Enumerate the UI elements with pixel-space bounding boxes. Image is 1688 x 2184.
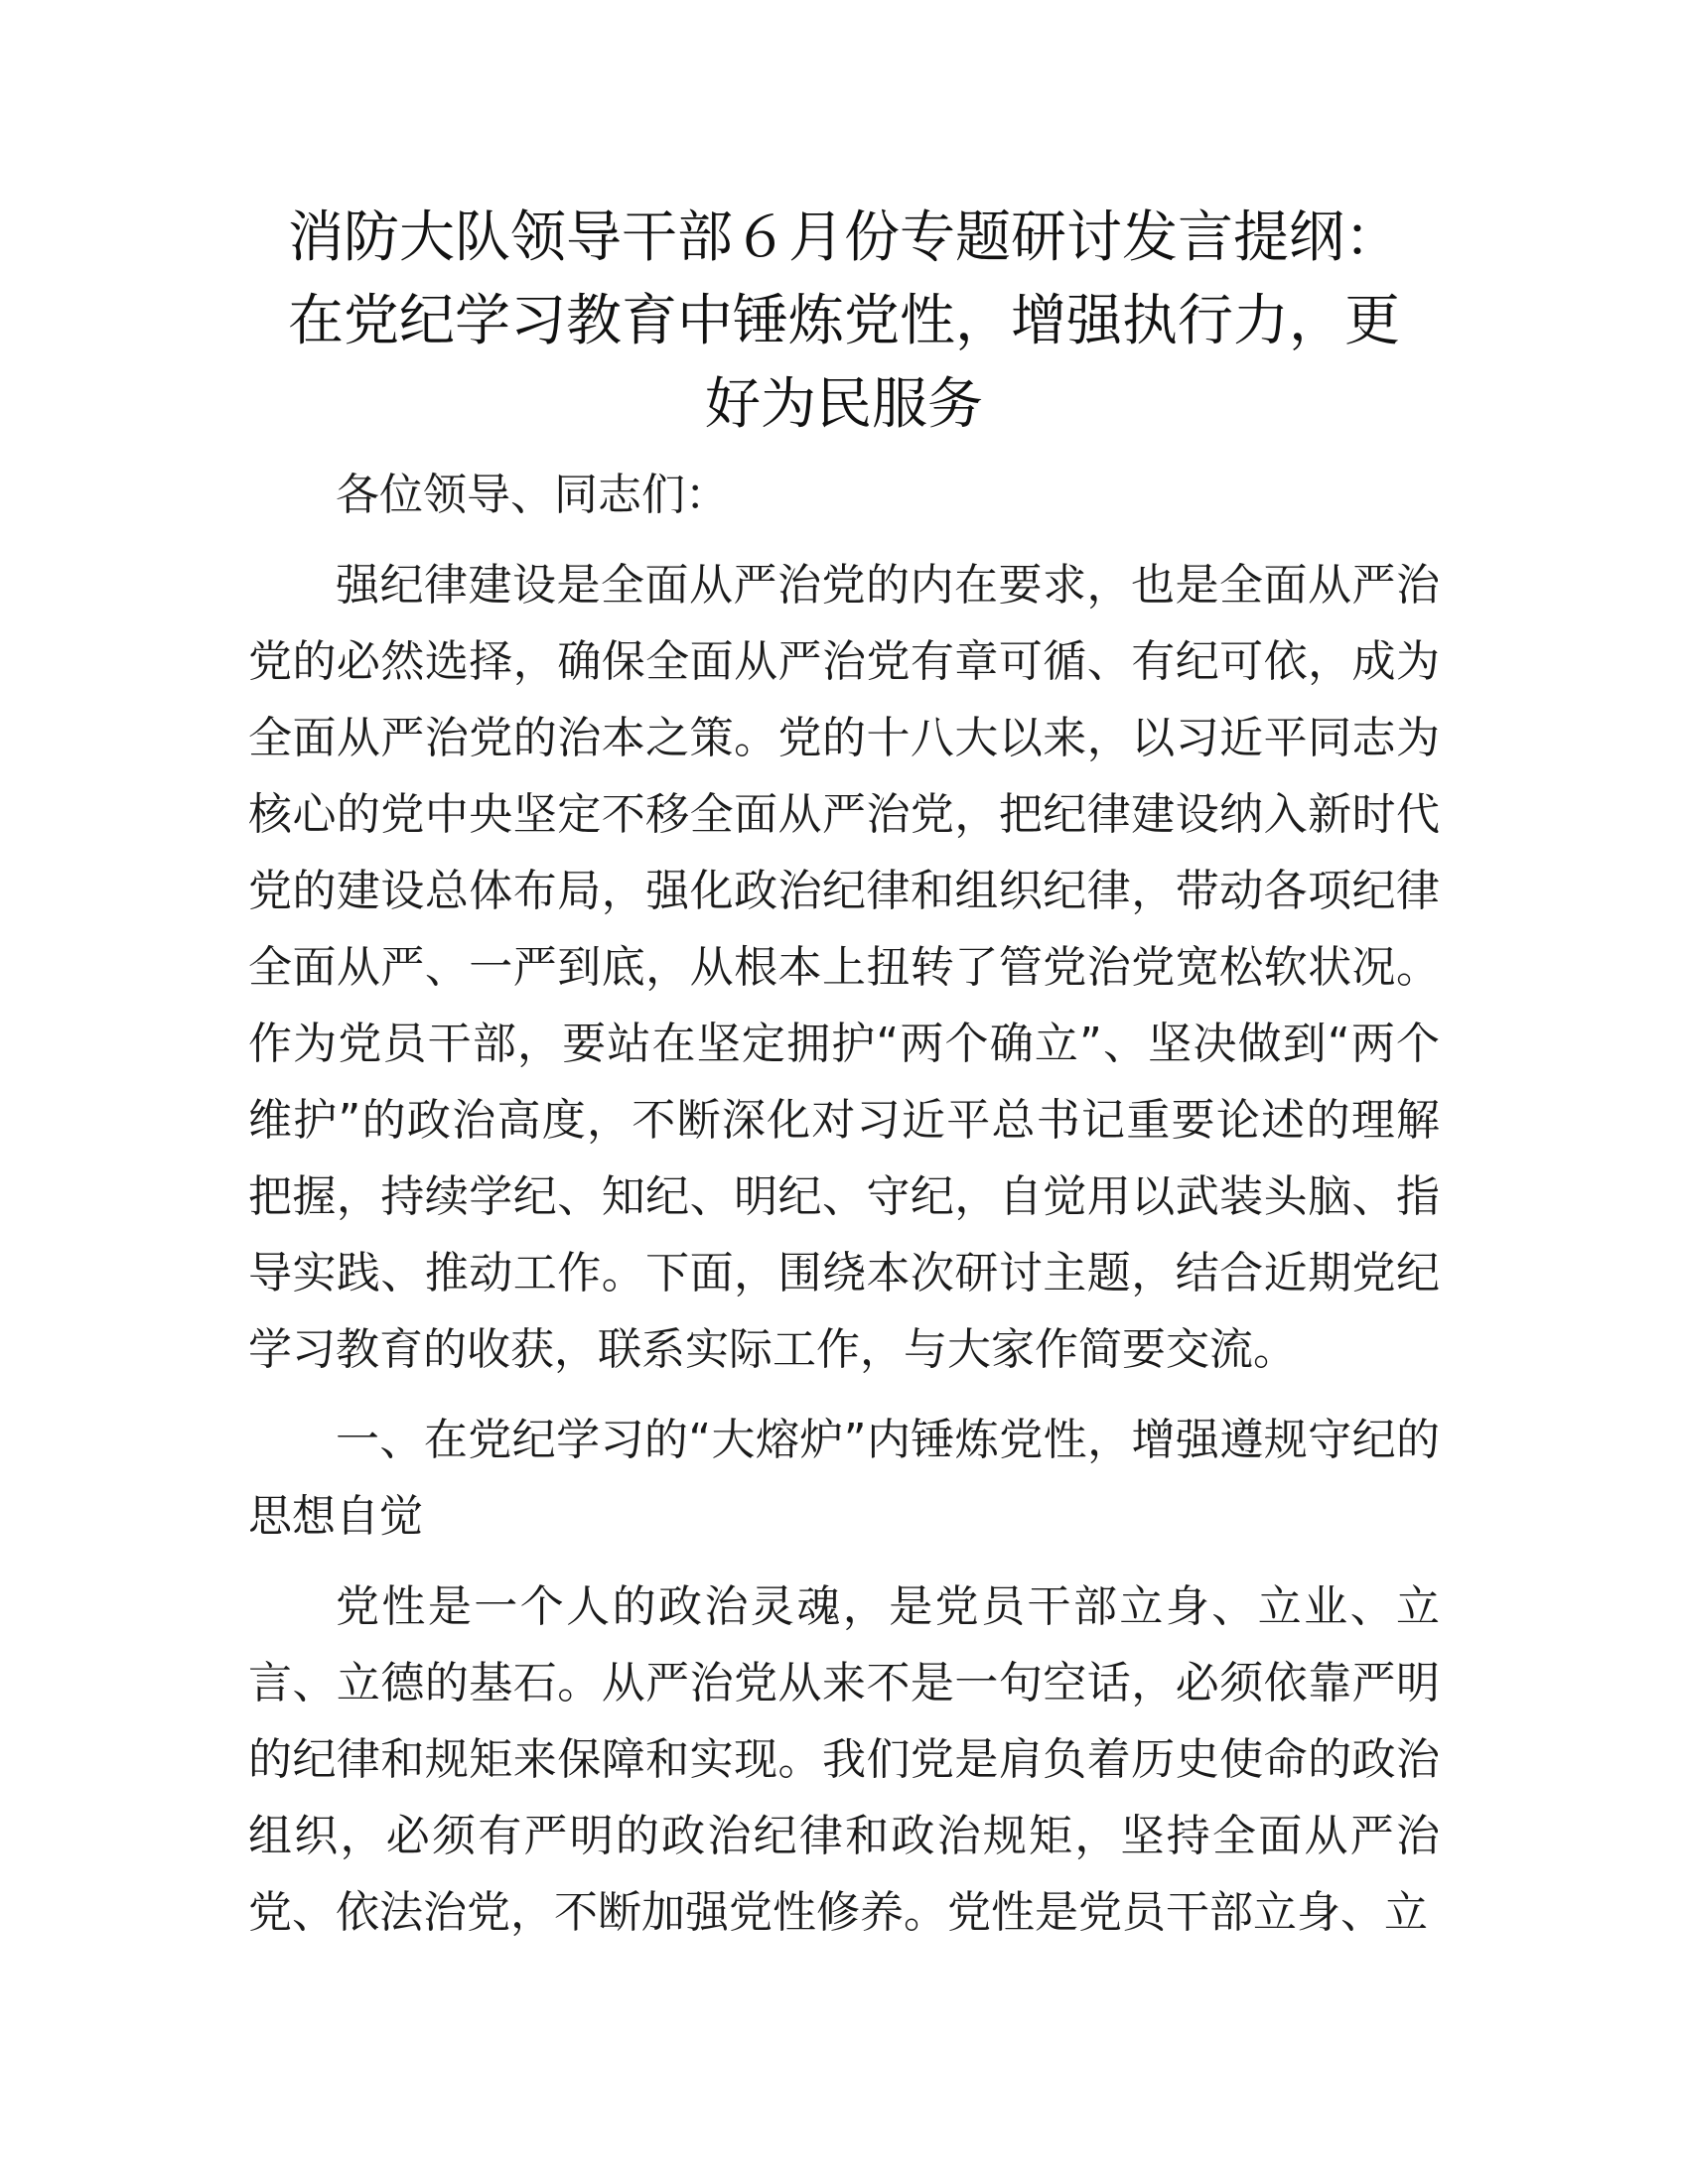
section-heading-1: 一、在党纪学习的“大熔炉”内锤炼党性，增强遵规守纪的思想自觉: [248, 1415, 1440, 1542]
title-line-2: 在党纪学习教育中锤炼党性，增强执行力，更: [288, 289, 1400, 353]
document-title: [238, 197, 1450, 447]
salutation: 各位领导、同志们：: [336, 470, 729, 520]
paragraph-party-spirit: 党性是一个人的政治灵魂，是党员干部立身、立业、立言、立德的基石。从严治党从来不是一句空话，必须依靠严明的纪律和规矩来保障和实现。我们党是肩负着历史使命的政治组织，必须有严明的政治纪律和政治规矩，坚持全面从严治党、依法治党，不断加强党性修养。党性是党员干部立身、立: [248, 1581, 1440, 1938]
paragraph-intro: 强纪律建设是全面从严治党的内在要求，也是全面从严治党的必然选择，确保全面从严治党有章可循、有纪可依，成为全面从严治党的治本之策。党的十八大以来，以习近平同志为核心的党中央坚定不移全面从严治党，把纪律建设纳入新时代党的建设总体布局，强化政治纪律和组织纪律，带动各项纪律全面从严、一严到底，从根本上扭转了管党治党宽松软状况。作为党员干部，要站在坚定拥护“两个确立”、坚决做到“两个维护”的政治高度，不断深化对习近平总书记重要论述的理解把握，持续学纪、知纪、明纪、守纪，自觉用以武装头脑、指导实践、推动工作。下面，围绕本次研讨主题，结合近期党纪学习教育的收获，联系实际工作，与大家作简要交流。: [248, 560, 1440, 1375]
document-body: [248, 457, 1440, 1965]
title-line-1: 消防大队领导干部６月份专题研讨发言提纲：: [288, 205, 1400, 270]
title-line-3: 好为民服务: [705, 372, 983, 437]
